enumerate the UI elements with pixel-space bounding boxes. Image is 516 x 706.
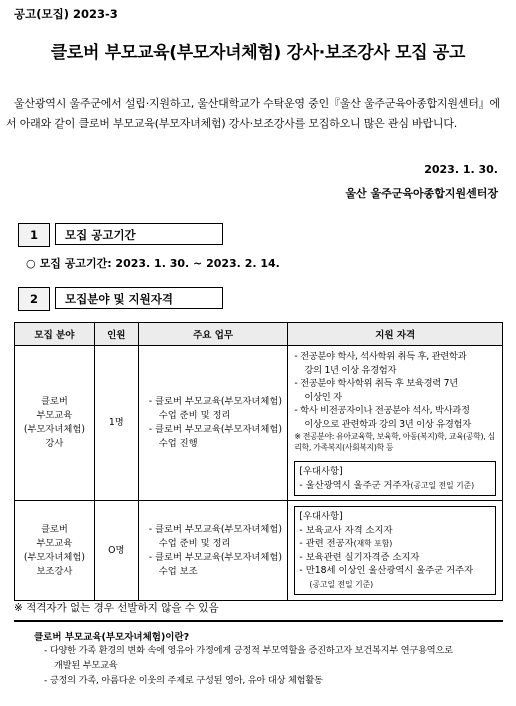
period-text: 모집 공고기간: 2023. 1. 30. ~ 2023. 2. 14. <box>39 257 280 270</box>
intro-paragraph: 울산광역시 울주군에서 설립·지원하고, 울산대학교가 수탁운영 중인『울산 울주군육아종합지원센터』에서 아래와 같이 클로버 부모교육(부모자녀체험) 강사·보조강사를 모집하오니 많은 관심 바랍니다. <box>6 97 500 130</box>
section-2-number: 2 <box>18 287 50 311</box>
field-line: 클로버 <box>40 523 68 535</box>
page-title: 클로버 부모교육(부모자녀체험) 강사·보조강사 모집 공고 <box>50 43 466 63</box>
table-header: 모집 분야 <box>15 323 95 346</box>
field-cell <box>15 346 95 501</box>
organization-name: 울산 울주군육아종합지원센터장 <box>345 187 498 200</box>
notice-date: 2023. 1. 30. <box>424 163 498 176</box>
duty-item: - 클로버 부모교육(부모자녀체험) 수업 진행 <box>148 424 283 449</box>
qualification-list: - 전공분야 학사, 석사학위 취득 후, 관련학과 강의 1년 이상 유경험자 - 전공분야 학사학위 취득 후 보육경력 7년 이상인 자 - 학사 비전공자이나 전공분야 석사, 박사과정 이상으로 관련학과 강의 3년 이상 유경험자 ※ 전공분야: 유아교육학, 보육학, 아동(복지)학, 교육(공학), 심리학, 가족복지(사회복지)학 등 <box>294 351 495 452</box>
field-line: 부모교육 <box>36 410 73 421</box>
duty-item: - 클로버 부모교육(부모자녀체험) 수업 준비 및 정리 <box>148 396 283 421</box>
major-field-note: ※ 전공분야: 유아교육학, 보육학, 아동(복지)학, 교육(공학), 심리학, 가족복지(사회복지)학 등 <box>294 432 495 452</box>
circle-bullet-icon: ○ <box>26 257 36 270</box>
section-1-title: 모집 공고기간 <box>55 223 223 245</box>
table-header: 지원 자격 <box>288 323 503 346</box>
definition-box <box>14 620 503 702</box>
table-row <box>15 346 503 501</box>
recruitment-table <box>14 322 503 601</box>
field-line: (부모자녀체험) <box>23 551 85 563</box>
duty-cell <box>138 346 288 501</box>
definition-item: - 긍정의 가족, 아름다운 이웃의 주제로 구성된 영아, 유아 대상 체험활동 <box>44 675 323 686</box>
qualification-cell <box>288 346 503 501</box>
duty-item: - 클로버 부모교육(부모자녀체험) 수업 준비 및 정리 <box>148 523 283 549</box>
field-line: 클로버 <box>40 396 68 407</box>
table-row <box>15 501 503 601</box>
count-cell: 1명 <box>94 346 138 501</box>
definition-item: - 다양한 가족 환경의 변화 속에 영유아 가정에게 긍정적 부모역할을 증진하고자 보건복지부 연구용역으로 개발된 부모교육 <box>44 645 453 671</box>
section-2-title: 모집분야 및 지원자격 <box>55 287 223 309</box>
section-1-number: 1 <box>18 223 50 247</box>
selection-footnote: ※ 적격자가 없는 경우 선발하지 않을 수 있음 <box>14 602 219 614</box>
recruitment-period <box>26 255 280 271</box>
duty-cell <box>138 501 288 601</box>
notice-number: 공고(모집) 2023-3 <box>14 7 118 21</box>
table-header: 인원 <box>94 323 138 346</box>
field-line: (부모자녀체험) <box>23 424 85 435</box>
field-cell <box>15 501 95 601</box>
duty-item: - 클로버 부모교육(부모자녀체험) 수업 보조 <box>148 551 283 577</box>
definition-title: 클로버 부모교육(부모자녀체험)이란? <box>34 632 190 643</box>
field-line: 보조강사 <box>36 565 73 577</box>
preference-box: [우대사항] - 울산광역시 울주군 거주자(공고일 전일 기준) <box>294 461 496 496</box>
count-cell: O명 <box>94 501 138 601</box>
table-header-row <box>15 323 503 346</box>
qualification-cell <box>288 501 503 601</box>
field-line: 부모교육 <box>36 537 73 549</box>
preference-box: [우대사항] - 보육교사 자격 소지자 - 관련 전공자(재학 포함) - 보육관련 실기자격증 소지자 - 만18세 이상인 울산광역시 울주군 거주자 (공고일 전일 기준) <box>294 506 496 595</box>
field-line: 강사 <box>45 438 64 449</box>
table-header: 주요 업무 <box>138 323 288 346</box>
